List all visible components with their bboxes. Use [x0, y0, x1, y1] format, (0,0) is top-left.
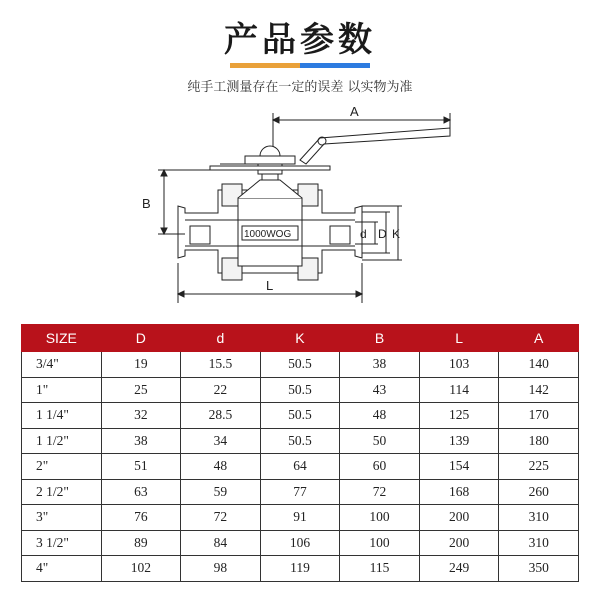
table-cell: 50.5	[260, 352, 340, 378]
label-d-small: d	[360, 227, 367, 241]
column-header-k: K	[260, 325, 340, 352]
table-cell: 43	[340, 377, 420, 403]
table-cell: 98	[181, 556, 261, 582]
column-header-l: L	[419, 325, 499, 352]
table-cell: 63	[101, 479, 181, 505]
table-cell: 89	[101, 530, 181, 556]
table-row	[22, 479, 579, 505]
title-accent-right	[300, 63, 370, 68]
label-d-large: D	[378, 227, 387, 241]
table-cell: 91	[260, 505, 340, 531]
table-row	[22, 556, 579, 582]
table-row	[22, 505, 579, 531]
table-cell: 22	[181, 377, 261, 403]
label-b: B	[142, 196, 151, 211]
table-cell: 119	[260, 556, 340, 582]
table-cell: 51	[101, 454, 181, 480]
table-row	[22, 530, 579, 556]
column-header-d: d	[181, 325, 261, 352]
table-cell: 77	[260, 479, 340, 505]
table-cell: 180	[499, 428, 579, 454]
valve-handle	[300, 128, 450, 164]
table-cell: 34	[181, 428, 261, 454]
table-cell: 38	[101, 428, 181, 454]
table-cell: 2 1/2"	[22, 479, 102, 505]
table-cell: 310	[499, 505, 579, 531]
table-cell: 50.5	[260, 403, 340, 429]
table-cell: 76	[101, 505, 181, 531]
table-cell: 200	[419, 505, 499, 531]
spec-table	[21, 324, 579, 582]
table-cell: 25	[101, 377, 181, 403]
table-cell: 125	[419, 403, 499, 429]
table-row	[22, 403, 579, 429]
label-k: K	[392, 227, 401, 241]
table-cell: 50	[340, 428, 420, 454]
table-cell: 2"	[22, 454, 102, 480]
page-title: 产品参数	[224, 20, 376, 60]
table-cell: 310	[499, 530, 579, 556]
table-cell: 50.5	[260, 377, 340, 403]
label-a: A	[350, 104, 359, 119]
table-cell: 72	[340, 479, 420, 505]
table-cell: 38	[340, 352, 420, 378]
valve-diagram	[142, 98, 460, 308]
table-cell: 84	[181, 530, 261, 556]
table-cell: 225	[499, 454, 579, 480]
table-cell: 249	[419, 556, 499, 582]
table-header-row	[22, 325, 579, 352]
table-cell: 4"	[22, 556, 102, 582]
table-cell: 260	[499, 479, 579, 505]
table-cell: 64	[260, 454, 340, 480]
table-cell: 168	[419, 479, 499, 505]
table-cell: 72	[181, 505, 261, 531]
body-marking: 1000WOG	[244, 229, 292, 240]
table-cell: 350	[499, 556, 579, 582]
table-cell: 139	[419, 428, 499, 454]
table-cell: 1 1/4"	[22, 403, 102, 429]
table-body	[22, 352, 579, 582]
valve-body	[178, 180, 362, 280]
table-cell: 48	[340, 403, 420, 429]
table-row	[22, 377, 579, 403]
table-cell: 103	[419, 352, 499, 378]
label-l: L	[266, 278, 274, 293]
table-cell: 100	[340, 505, 420, 531]
title-accent-left	[230, 63, 300, 68]
table-cell: 28.5	[181, 403, 261, 429]
table-cell: 3/4"	[22, 352, 102, 378]
table-cell: 115	[340, 556, 420, 582]
table-cell: 140	[499, 352, 579, 378]
table-cell: 1"	[22, 377, 102, 403]
table-cell: 106	[260, 530, 340, 556]
table-cell: 32	[101, 403, 181, 429]
column-header-d: D	[101, 325, 181, 352]
column-header-size: SIZE	[22, 325, 102, 352]
measurement-note: 纯手工测量存在一定的误差 以实物为准	[187, 80, 413, 95]
table-cell: 50.5	[260, 428, 340, 454]
table-cell: 48	[181, 454, 261, 480]
table-cell: 15.5	[181, 352, 261, 378]
table-cell: 60	[340, 454, 420, 480]
table-row	[22, 454, 579, 480]
table-cell: 102	[101, 556, 181, 582]
column-header-b: B	[340, 325, 420, 352]
table-cell: 59	[181, 479, 261, 505]
table-cell: 154	[419, 454, 499, 480]
table-cell: 19	[101, 352, 181, 378]
table-cell: 114	[419, 377, 499, 403]
table-cell: 200	[419, 530, 499, 556]
table-row	[22, 352, 579, 378]
table-cell: 170	[499, 403, 579, 429]
table-row	[22, 428, 579, 454]
table-cell: 100	[340, 530, 420, 556]
table-cell: 3 1/2"	[22, 530, 102, 556]
column-header-a: A	[499, 325, 579, 352]
table-cell: 142	[499, 377, 579, 403]
table-cell: 3"	[22, 505, 102, 531]
table-cell: 1 1/2"	[22, 428, 102, 454]
